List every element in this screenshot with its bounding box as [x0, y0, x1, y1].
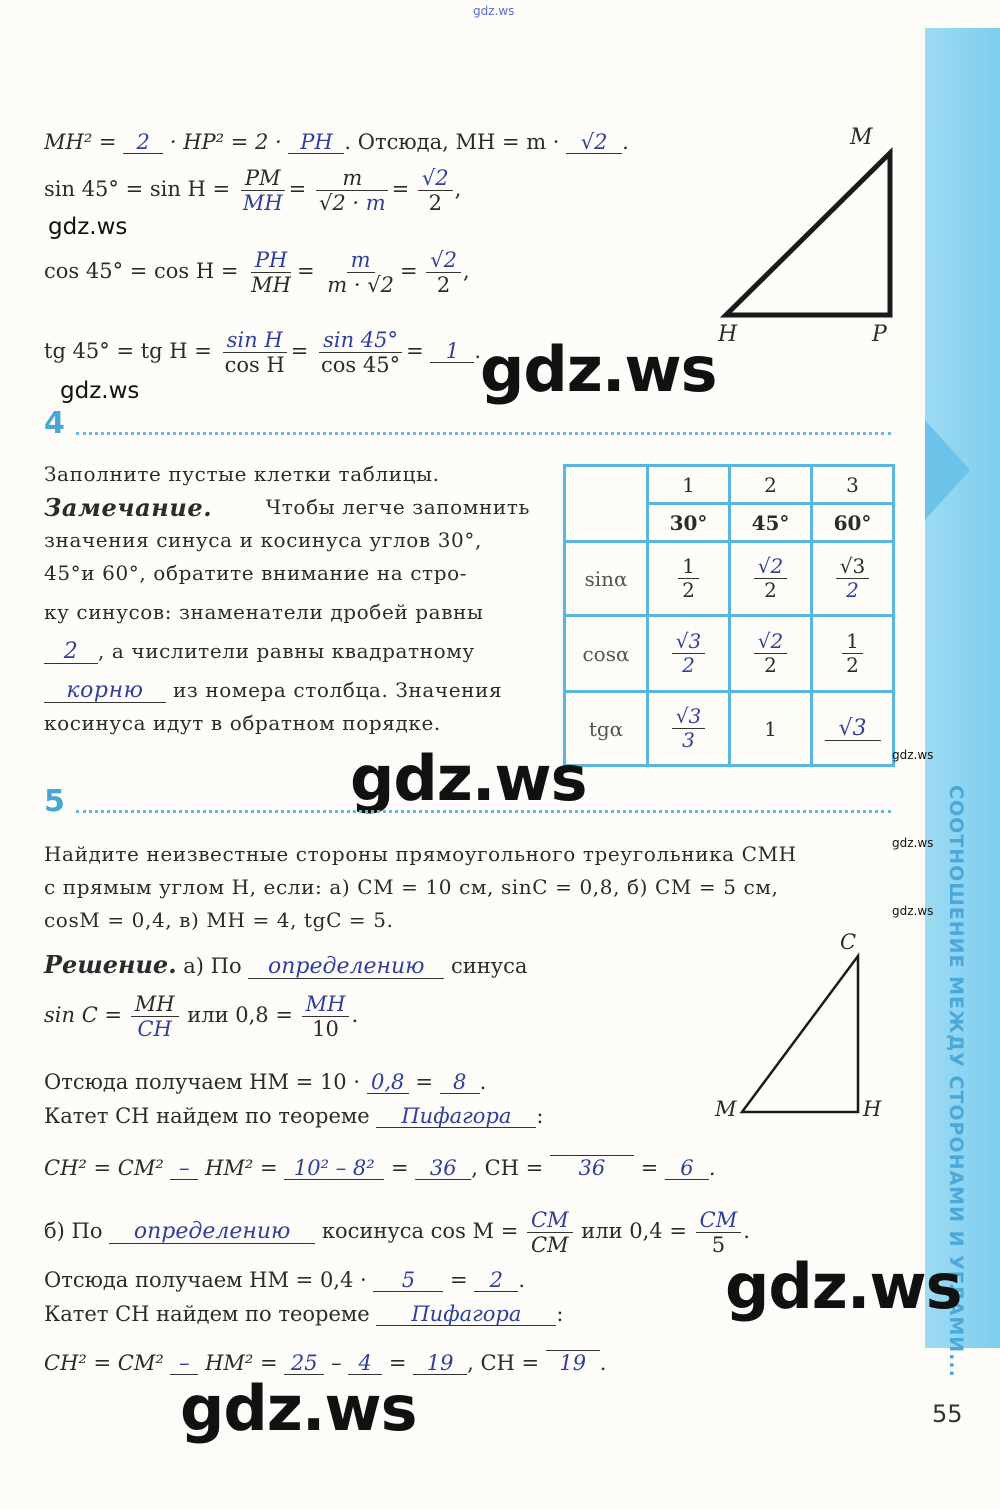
watermark-tiny: gdz.ws [892, 836, 934, 850]
table-cell: $\frac{√2}{2}$ [730, 542, 812, 616]
table-cell: $\frac{√3}{2}$ [812, 542, 894, 616]
table-corner [565, 466, 648, 542]
vertex-label-h: H [718, 322, 738, 347]
table-cell: $\frac{√3}{3}$ [648, 692, 730, 766]
task5-solution-line: Решение. а) По определению синуса [44, 950, 528, 979]
table-row-label: tgα [565, 692, 648, 766]
task5-b-hm-line: Отсюда получаем HM = 0,4 · 5 = 2 . [44, 1268, 526, 1292]
task5-b-ch-line: Катет CH найдем по теореме Пифагора : [44, 1302, 564, 1326]
table-row-label: sinα [565, 542, 648, 616]
vertex-label-m: M [850, 125, 873, 150]
table-cell: $\frac{√3}{2}$ [648, 616, 730, 692]
table-angle: 30° [648, 504, 730, 542]
task5-b-line: б) По определению косинуса cos M = $\frac{CM}{CM}$ или 0,4 = $\frac{CM}{5}$ . [44, 1208, 750, 1258]
task5-sinc-line: sin C = $\frac{MH}{CH}$ или 0,8 = $\frac{MH}{10}$ . [44, 992, 359, 1042]
table-cell: $\frac{1}{2}$ [812, 616, 894, 692]
watermark-small: gdz.ws [60, 378, 140, 404]
vertex-label-p: P [872, 322, 887, 347]
watermark-big: gdz.ws [350, 742, 587, 815]
table-angle: 45° [730, 504, 812, 542]
watermark-tiny: gdz.ws [892, 904, 934, 918]
task3-sin-line: sin 45° = sin H = $\frac{PM}{MH}$ = $\frac{m}{√2 \cdot m}$ = $\frac{√2}{2}$ , [44, 166, 462, 216]
vertex-label-c: C [840, 930, 857, 954]
task5-hm-line: Отсюда получаем HM = 10 · 0,8 = 8 . [44, 1070, 487, 1094]
watermark-big: gdz.ws [180, 1372, 417, 1445]
page-number: 55 [932, 1400, 963, 1428]
table-col-header: 3 [812, 466, 894, 504]
task4-number: 4 [44, 406, 65, 441]
table-cell: √3 [812, 692, 894, 766]
task3-line1: MH² = 2 · HP² = 2 · PH . Отсюда, MH = m · √2 . [44, 130, 629, 154]
table-cell: $\frac{1}{2}$ [648, 542, 730, 616]
task3-tg-line: tg 45° = tg H = $\frac{\text{sin H}}{\text{cos H}}$ = $\frac{\sin 45^\circ}{\cos 45^\circ}$ = 1 . [44, 328, 482, 378]
table-col-header: 2 [730, 466, 812, 504]
table-cell: 1 [730, 692, 812, 766]
table-col-header: 1 [648, 466, 730, 504]
task5-ch-line: Катет CH найдем по теореме Пифагора : [44, 1104, 544, 1128]
task5-eq2: CH² = CM² – HM² = 25 – 4 = 19 , CH = 19 . [44, 1351, 607, 1375]
watermark-small: gdz.ws [48, 214, 128, 240]
task4-divider [76, 432, 891, 435]
triangle-mhp [710, 125, 910, 355]
triangle-cmh [730, 940, 880, 1130]
top-watermark: gdz.ws [473, 4, 515, 18]
table-cell: $\frac{√2}{2}$ [730, 616, 812, 692]
table-angle: 60° [812, 504, 894, 542]
watermark-tiny: gdz.ws [892, 748, 934, 762]
trig-table [563, 464, 895, 767]
vertex-label-h: H [863, 1097, 882, 1121]
task5-statement: Найдите неизвестные стороны прямоугольного треугольника CMH с прямым углом H, если: а) CM = 10 см, sinC = 0,8, б) CM = 5 см, cosM = 0,4, в) MH = 4, tgC = 5. [44, 842, 797, 932]
table-row-label: cosα [565, 616, 648, 692]
task3-cos-line: cos 45° = cos H = $\frac{PH}{MH}$ = $\frac{m}{m \cdot √2}$ = $\frac{√2}{2}$ , [44, 248, 470, 298]
sidebar-title: СООТНОШЕНИЕ МЕЖДУ СТОРОНАМИ И УГЛАМИ... [945, 785, 967, 1378]
sidebar-arrow-icon [925, 420, 970, 520]
task5-divider [76, 810, 891, 813]
task4-text: Заполните пустые клетки таблицы. Замечание. Чтобы легче запомнить значения синуса и косинуса углов 30°, 45°и 60°, обратите внимание на стро- ку синусов: знаменатели дробей равны 2 , а числители равны квадратному корню из номера столбца. Значения косинуса идут в обратном порядке. [44, 462, 530, 735]
task5-number: 5 [44, 784, 65, 819]
task5-eq1: CH² = CM² – HM² = 10² – 8² = 36 , CH = 36 = 6 . [44, 1156, 716, 1180]
vertex-label-m: M [715, 1097, 737, 1121]
watermark-big: gdz.ws [725, 1250, 962, 1323]
watermark-big: gdz.ws [480, 333, 717, 406]
